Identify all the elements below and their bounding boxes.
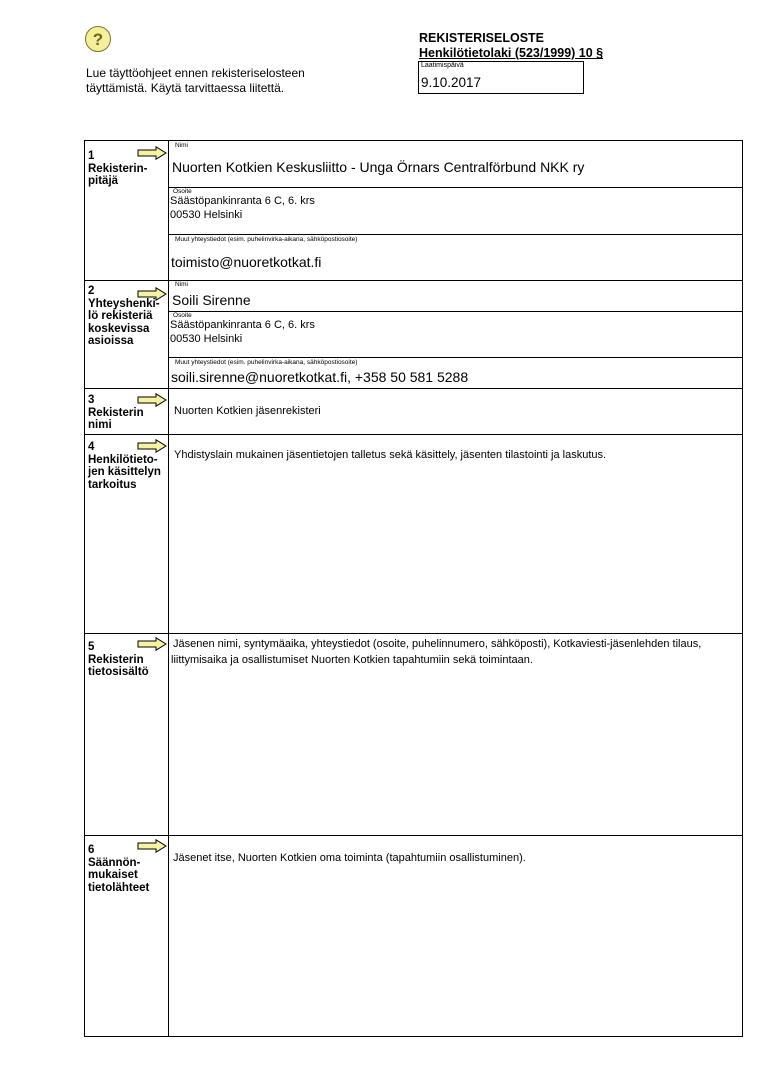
s2-contact-label: Muut yhteystiedot (esim. puhelinvirka-aikana, sähköpostiosoite) [175, 359, 358, 366]
s1-contact-label: Muut yhteystiedot (esim. puhelinvirka-aikana, sähköpostiosoite) [175, 236, 358, 243]
instructions-line-2: täyttämistä. Käytä tarvittaessa liitettä. [86, 81, 285, 95]
section-2-label-line: lö rekisteriä [88, 310, 153, 322]
section-6-label-line: mukaiset [88, 869, 138, 881]
section-3-label-line: Rekisterin [88, 406, 144, 419]
section-6-number: 6 [88, 844, 95, 856]
s1-name-value[interactable]: Nuorten Kotkien Keskusliitto - Unga Örnars Centralförbund NKK ry [172, 159, 585, 175]
s4-purpose[interactable]: Yhdistyslain mukainen jäsentietojen talletus sekä käsittely, jäsenten tilastointi ja laskutus. [174, 449, 607, 461]
section-3-label-line: nimi [88, 419, 112, 431]
s2-address-label: Osoite [173, 312, 192, 319]
s1-field-divider-b [168, 234, 742, 235]
s1-address-line-1[interactable]: Säästöpankinranta 6 C, 6. krs [170, 195, 315, 207]
section-1-label-line: pitäjä [88, 175, 119, 187]
help-icon[interactable]: ? [85, 26, 111, 52]
section-1-label-line: Rekisterin- [88, 162, 148, 175]
section-5-label-line: Rekisterin [88, 653, 144, 666]
section-6-label-line: tietolähteet [88, 881, 150, 894]
section-5-label-line: tietosisältö [88, 666, 149, 678]
arrow-right-icon [137, 637, 167, 651]
s3-register-name[interactable]: Nuorten Kotkien jäsenrekisteri [174, 405, 321, 417]
section-divider-2 [85, 388, 742, 389]
section-2-number: 2 [88, 285, 95, 297]
section-divider-4 [85, 633, 742, 634]
s1-address-line-2[interactable]: 00530 Helsinki [170, 209, 243, 221]
s2-field-divider-b [168, 357, 742, 358]
column-divider [168, 141, 169, 1036]
s6-sources[interactable]: Jäsenet itse, Nuorten Kotkien oma toiminta (tapahtumiin osallistuminen). [173, 852, 526, 864]
s5-content-line-2[interactable]: liittymisaika ja osallistumiset Nuorten Kotkien tapahtumiin sekä toimintaan. [171, 654, 533, 666]
arrow-right-icon [137, 146, 167, 160]
section-3-number: 3 [88, 394, 95, 406]
section-1-number: 1 [88, 150, 95, 162]
instructions [86, 66, 386, 96]
s2-name-label: Nimi [175, 281, 188, 288]
section-2-label-line: asioissa [88, 335, 134, 347]
s1-name-label: Nimi [175, 142, 188, 149]
s2-contact-value[interactable]: soili.sirenne@nuoretkotkat.fi, +358 50 581 5288 [171, 369, 469, 385]
s2-address-line-2[interactable]: 00530 Helsinki [170, 333, 243, 345]
s1-address-label: Osoite [173, 188, 192, 195]
arrow-right-icon [137, 439, 167, 453]
section-2-label-line: koskevissa [88, 322, 150, 335]
section-5-number: 5 [88, 641, 95, 653]
s5-content-line-1[interactable]: Jäsenen nimi, syntymäaika, yhteystiedot (osoite, puhelinnumero, sähköposti), Kotkaviesti-jäsenlehden tilaus, [173, 638, 702, 650]
section-4-label-line: tarkoitus [88, 478, 137, 491]
law-reference: Henkilötietolaki (523/1999) 10 § [419, 46, 604, 60]
section-3-label [88, 394, 144, 432]
section-4-label-line: Henkilötieto- [88, 453, 158, 466]
date-field[interactable] [418, 61, 584, 94]
date-label: Laatimispäivä [421, 62, 464, 69]
s2-name-value[interactable]: Soili Sirenne [172, 292, 251, 308]
section-4-number: 4 [88, 441, 95, 453]
instructions-line-1: Lue täyttöohjeet ennen rekisteriselosteen [86, 66, 305, 80]
s1-contact-value[interactable]: toimisto@nuoretkotkat.fi [171, 254, 322, 270]
s2-address-line-1[interactable]: Säästöpankinranta 6 C, 6. krs [170, 319, 315, 331]
section-divider-5 [85, 835, 742, 836]
arrow-right-icon [137, 839, 167, 853]
section-2-label-line: Yhteyshenki- [88, 297, 160, 310]
document-title: REKISTERISELOSTE [419, 31, 545, 45]
register-form [84, 140, 743, 1037]
arrow-right-icon [137, 393, 167, 407]
arrow-right-icon [137, 287, 167, 301]
section-6-label-line: Säännön- [88, 856, 141, 869]
section-4-label-line: jen käsittelyn [88, 466, 161, 478]
date-value[interactable]: 9.10.2017 [421, 75, 482, 90]
s1-field-divider-a [168, 187, 742, 188]
s2-field-divider-a [168, 311, 742, 312]
section-divider-3 [85, 434, 742, 435]
